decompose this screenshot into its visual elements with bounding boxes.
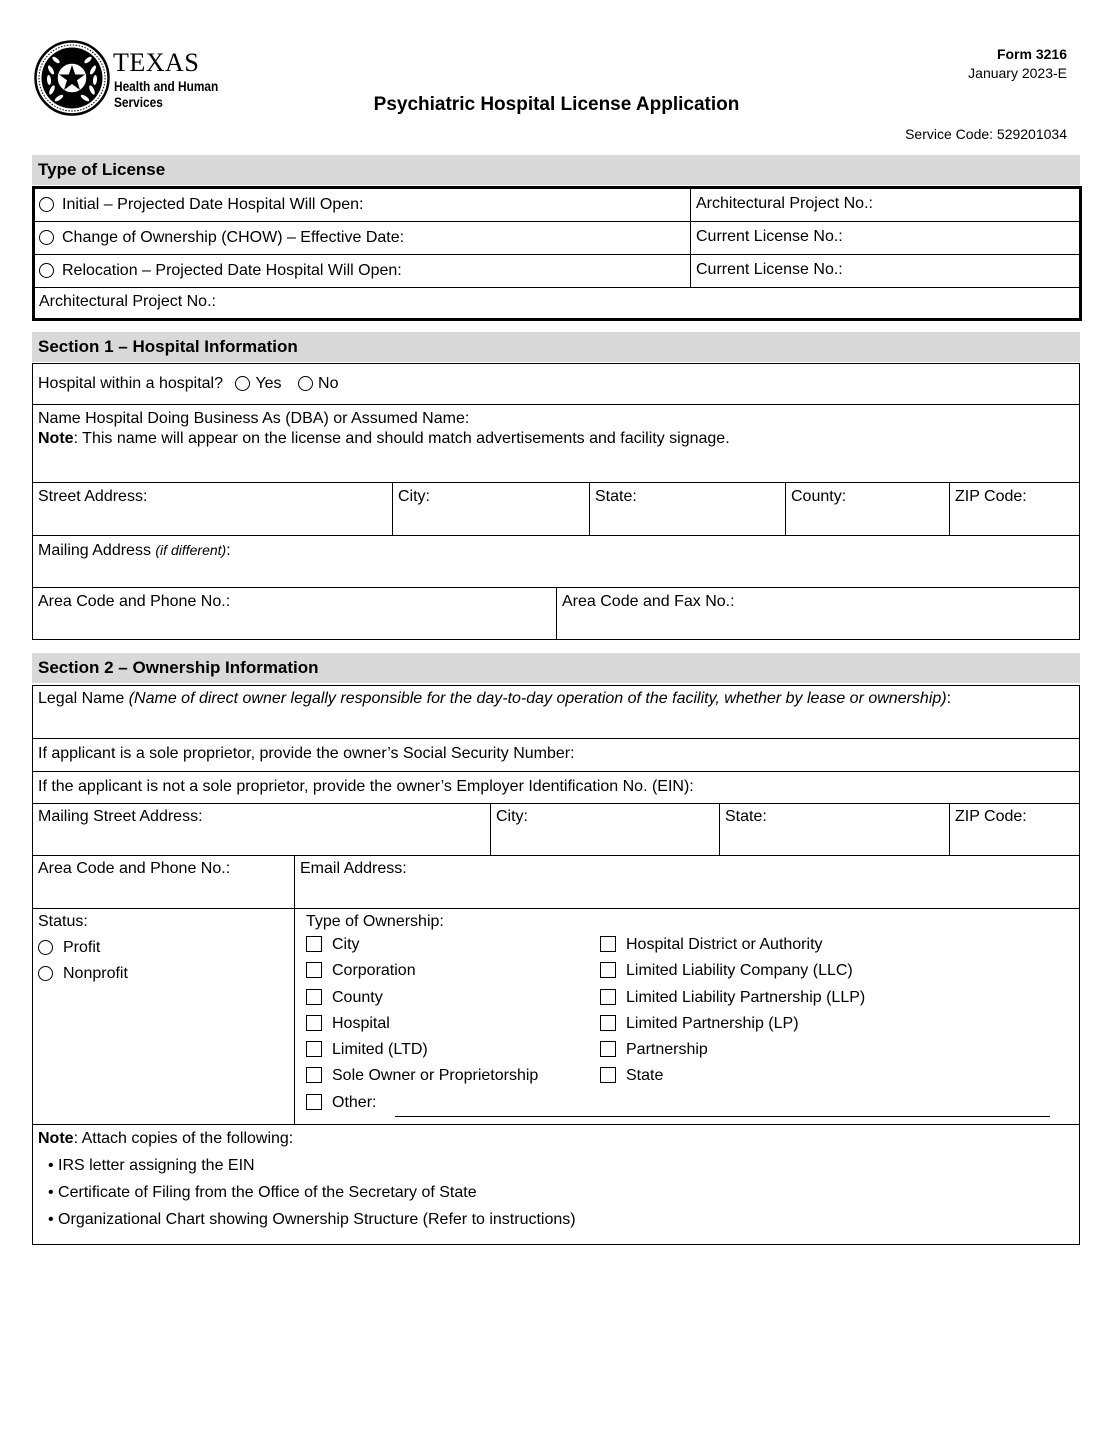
license-option-chow[interactable] — [35, 222, 690, 254]
radio-yes[interactable] — [235, 376, 250, 391]
radio-initial[interactable] — [39, 197, 54, 212]
current-license-no-field[interactable] — [690, 222, 1079, 254]
radio-no[interactable] — [298, 376, 313, 391]
type-of-license-box — [32, 186, 1082, 321]
service-code: Service Code: 529201034 — [905, 126, 1067, 142]
checkbox-partnership[interactable] — [600, 1041, 616, 1057]
checkbox-hospital-district[interactable] — [600, 936, 616, 952]
ownership-option-hospital-district[interactable] — [600, 934, 865, 960]
note-bold: Note — [38, 430, 74, 447]
owner-phone-field[interactable] — [32, 855, 294, 908]
checkbox-llp[interactable] — [600, 989, 616, 1005]
section1-heading: Section 1 – Hospital Information — [32, 332, 1080, 362]
dba-label: Name Hospital Doing Business As (DBA) or Assumed Name: — [38, 410, 470, 427]
ownership-option-partnership[interactable] — [600, 1039, 865, 1065]
logo-subtitle-line1: Health and Human — [114, 79, 219, 94]
option-label: Corporation — [332, 962, 416, 980]
ownership-option-sole-owner[interactable] — [306, 1065, 538, 1091]
current-license-no-field-relocation[interactable] — [690, 255, 1079, 287]
option-label: Limited Liability Company (LLC) — [626, 962, 853, 980]
hospital-within-hospital-row — [32, 363, 1080, 404]
type-of-license-heading: Type of License — [32, 155, 1080, 185]
field-label: Current License No.: — [696, 228, 843, 245]
option-label: State — [626, 1067, 664, 1085]
option-label: Yes — [255, 375, 282, 392]
checkbox-hospital[interactable] — [306, 1015, 322, 1031]
note-bold: Note — [38, 1130, 74, 1147]
field-label-italic: (if different) — [155, 542, 227, 558]
license-option-relocation[interactable] — [35, 255, 690, 287]
county-field[interactable] — [785, 482, 949, 535]
license-option-label: Initial – Projected Date Hospital Will Open: — [62, 196, 364, 213]
option-label: Limited Liability Partnership (LLP) — [626, 988, 866, 1006]
hospital-within-label: Hospital within a hospital? — [38, 375, 223, 392]
field-label: County: — [791, 488, 847, 505]
ownership-option-llc[interactable] — [600, 960, 865, 986]
checkbox-limited[interactable] — [306, 1041, 322, 1057]
architectural-project-no-field[interactable] — [690, 189, 1079, 222]
ownership-col2 — [600, 934, 865, 1092]
field-label: Area Code and Fax No.: — [562, 593, 735, 610]
field-label: Legal Name — [38, 690, 129, 707]
architectural-project-no-bottom-field[interactable] — [35, 287, 1079, 318]
ownership-option-limited[interactable] — [306, 1039, 538, 1065]
checkbox-corporation[interactable] — [306, 962, 322, 978]
section2-heading: Section 2 – Ownership Information — [32, 653, 1080, 683]
field-label: Mailing Address — [38, 542, 156, 559]
status-group — [32, 908, 294, 1124]
option-label: Hospital District or Authority — [626, 936, 823, 953]
checkbox-state[interactable] — [600, 1067, 616, 1083]
owner-state-field[interactable] — [719, 803, 949, 856]
license-row-initial — [35, 189, 1079, 222]
field-label: Area Code and Phone No.: — [38, 860, 231, 877]
field-label: ZIP Code: — [955, 808, 1027, 825]
option-label: Sole Owner or Proprietorship — [332, 1067, 539, 1085]
checkbox-county[interactable] — [306, 989, 322, 1005]
option-label: City — [332, 936, 360, 953]
ownership-option-llp[interactable] — [600, 987, 865, 1013]
field-label: Current License No.: — [696, 261, 843, 278]
status-option-profit[interactable] — [38, 937, 289, 963]
ownership-option-city[interactable] — [306, 934, 538, 960]
checkbox-llc[interactable] — [600, 962, 616, 978]
license-option-label: Change of Ownership (CHOW) – Effective Date: — [62, 229, 405, 246]
checkbox-lp[interactable] — [600, 1015, 616, 1031]
owner-city-field[interactable] — [490, 803, 719, 856]
checkbox-city[interactable] — [306, 936, 322, 952]
radio-chow[interactable] — [39, 230, 54, 245]
field-label: State: — [595, 488, 637, 505]
ownership-option-lp[interactable] — [600, 1013, 865, 1039]
mailing-street-address-field[interactable] — [32, 803, 490, 856]
state-field[interactable] — [589, 482, 785, 535]
field-label: Architectural Project No.: — [39, 293, 216, 310]
checkbox-sole-owner[interactable] — [306, 1067, 322, 1083]
form-number: Form 3216 — [996, 46, 1067, 62]
field-label: Street Address: — [38, 488, 148, 505]
option-label: Nonprofit — [63, 965, 128, 983]
license-row-chow — [35, 221, 1079, 254]
option-yes[interactable] — [235, 375, 281, 392]
ownership-option-state[interactable] — [600, 1065, 865, 1091]
field-label: City: — [398, 488, 430, 505]
field-label: Email Address: — [300, 860, 407, 877]
note-text: : Attach copies of the following: — [73, 1130, 294, 1147]
zip-code-field[interactable] — [949, 482, 1080, 535]
option-label: Other: — [332, 1093, 377, 1111]
field-label: Architectural Project No.: — [696, 195, 873, 212]
dba-name-field[interactable] — [32, 404, 1080, 482]
option-label: No — [318, 375, 339, 392]
phone-field[interactable] — [32, 587, 556, 640]
street-address-field[interactable] — [32, 482, 392, 535]
attachment-item: • Organizational Chart showing Ownership Structure (Refer to instructions) — [48, 1211, 576, 1228]
attachment-item: • Certificate of Filing from the Office of the Secretary of State — [48, 1184, 477, 1201]
mailing-address-field[interactable] — [32, 535, 1080, 587]
field-label: Mailing Street Address: — [38, 808, 203, 825]
note-text: : This name will appear on the license and should match advertisements and facility signage. — [73, 430, 730, 447]
license-row-relocation — [35, 254, 1079, 287]
option-label: County — [332, 988, 383, 1006]
form-date: January 2023-E — [968, 65, 1067, 81]
email-address-field[interactable] — [294, 855, 1080, 908]
status-option-nonprofit[interactable] — [38, 963, 289, 989]
fax-field[interactable] — [556, 587, 1080, 640]
field-label: State: — [725, 808, 767, 825]
option-label: Hospital — [332, 1014, 390, 1032]
radio-nonprofit[interactable] — [38, 966, 53, 981]
option-no[interactable] — [298, 375, 338, 392]
option-label: Partnership — [626, 1041, 708, 1059]
ssn-field[interactable] — [32, 738, 1080, 771]
logo-texas-text: TEXAS — [113, 48, 200, 77]
dba-note — [38, 429, 1074, 449]
status-label: Status: — [38, 913, 88, 930]
ownership-col1 — [306, 934, 538, 1118]
field-label: If the applicant is not a sole proprietor, provide the owner’s Employer Identification No. (EIN): — [38, 778, 694, 795]
radio-relocation[interactable] — [39, 263, 54, 278]
attachments-note — [32, 1124, 1080, 1245]
attachments-list — [38, 1152, 1074, 1233]
ownership-option-hospital[interactable] — [306, 1013, 538, 1039]
field-label: Area Code and Phone No.: — [38, 593, 231, 610]
attachment-item: • IRS letter assigning the EIN — [48, 1157, 255, 1174]
field-label-suffix: : — [946, 690, 952, 707]
option-label: Limited (LTD) — [332, 1041, 428, 1059]
license-option-label: Relocation – Projected Date Hospital Will Open: — [62, 262, 402, 279]
license-option-initial[interactable] — [35, 189, 690, 222]
field-label-suffix: : — [226, 542, 231, 559]
owner-zip-code-field[interactable] — [949, 803, 1080, 856]
city-field[interactable] — [392, 482, 589, 535]
radio-profit[interactable] — [38, 940, 53, 955]
field-label: City: — [496, 808, 528, 825]
ein-field[interactable] — [32, 771, 1080, 804]
logo-subtitle-line2: Services — [114, 95, 163, 110]
field-label-italic: (Name of direct owner legally responsible for the day-to-day operation of the facility, whether by lease or ownership) — [128, 690, 947, 707]
ownership-option-other[interactable] — [306, 1092, 538, 1118]
page-title: Psychiatric Hospital License Application — [373, 94, 740, 115]
ownership-type-label: Type of Ownership: — [306, 913, 444, 930]
option-label: Profit — [63, 939, 101, 956]
checkbox-other[interactable] — [306, 1094, 322, 1110]
field-label: ZIP Code: — [955, 488, 1027, 505]
attachments-note-heading — [38, 1128, 1074, 1152]
option-label: Limited Partnership (LP) — [626, 1014, 799, 1032]
field-label: If applicant is a sole proprietor, provide the owner’s Social Security Number: — [38, 745, 575, 762]
ownership-option-county[interactable] — [306, 987, 538, 1013]
other-specify-input-line[interactable] — [395, 1116, 1050, 1117]
legal-name-field[interactable] — [32, 685, 1080, 738]
ownership-option-corporation[interactable] — [306, 960, 538, 986]
